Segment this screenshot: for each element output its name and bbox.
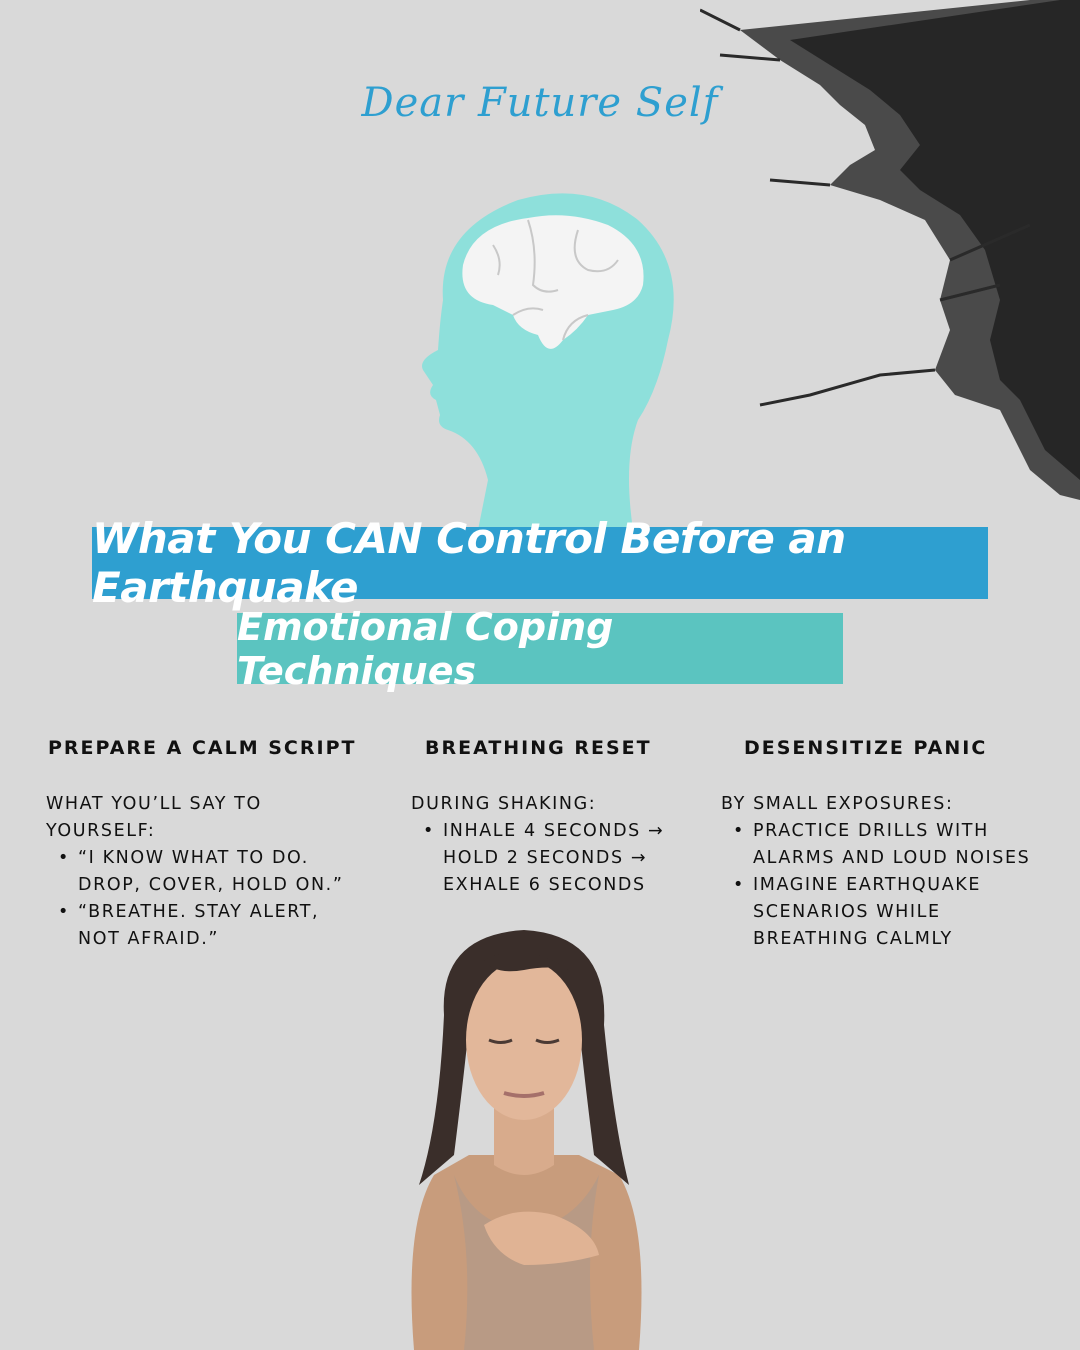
list-item: • INHALE 4 SECONDS → HOLD 2 SECONDS → EXHALE 6 SECONDS [443, 818, 701, 899]
list-item: • PRACTICE DRILLS WITH ALARMS AND LOUD NOISES [753, 818, 1041, 872]
column-heading: DESENSITIZE PANIC [744, 737, 988, 759]
column-intro: WHAT YOU’LL SAY TO YOURSELF: [46, 794, 262, 841]
bullet-list [46, 845, 366, 953]
desensitize-panic-column [721, 737, 1041, 953]
list-item: • “I KNOW WHAT TO DO. DROP, COVER, HOLD ON.” [78, 845, 366, 899]
subtitle-banner [237, 604, 843, 693]
column-intro: DURING SHAKING: [411, 794, 597, 814]
breathing-reset-column [411, 737, 701, 899]
woman-breathing-photo [344, 925, 704, 1350]
brand-title: Dear Future Self [361, 80, 719, 126]
column-heading: PREPARE A CALM SCRIPT [48, 737, 357, 759]
ground-crack-illustration [700, 0, 1080, 500]
calm-script-column [46, 737, 366, 953]
list-item: • IMAGINE EARTHQUAKE SCENARIOS WHILE BREATHING CALMLY [753, 872, 1041, 953]
main-title-banner [92, 514, 988, 612]
bullet-list [721, 818, 1041, 953]
bullet-list [411, 818, 701, 899]
column-heading: BREATHING RESET [425, 737, 652, 759]
list-item: • “BREATHE. STAY ALERT, NOT AFRAID.” [78, 899, 366, 953]
head-puzzle-brain-illustration [418, 190, 688, 530]
column-intro: BY SMALL EXPOSURES: [721, 794, 954, 814]
main-title: What You CAN Control Before an Earthquake [92, 514, 846, 612]
subtitle: Emotional Coping Techniques [237, 604, 614, 693]
